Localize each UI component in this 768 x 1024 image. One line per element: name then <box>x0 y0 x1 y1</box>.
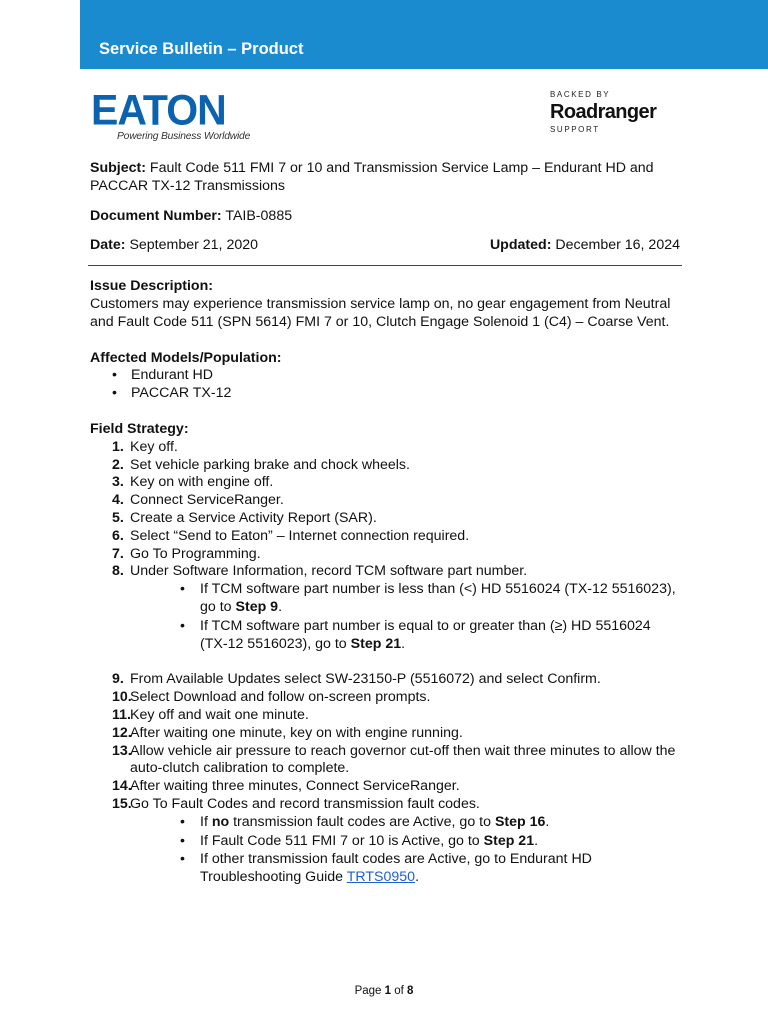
date-line <box>90 237 258 255</box>
step-number: 3. <box>112 474 124 491</box>
step-text: Key off. <box>130 438 178 455</box>
subject-line <box>90 160 680 196</box>
list-item: • Endurant HD <box>112 367 680 385</box>
docnum-label: Document Number: <box>90 207 222 224</box>
step-number: 4. <box>112 492 124 509</box>
roadranger-logo <box>550 90 680 135</box>
rr-name: Roadranger <box>550 101 657 123</box>
updated-line <box>490 237 680 255</box>
step-number: 8. <box>112 563 124 580</box>
step-item <box>90 474 680 492</box>
subject-label: Subject: <box>90 160 146 176</box>
step-item <box>90 796 680 887</box>
step-number: 2. <box>112 456 124 473</box>
updated-label: Updated: <box>489 237 552 254</box>
page-footer <box>0 984 768 998</box>
page-number: 1 <box>384 985 392 997</box>
step-number: 5. <box>112 509 124 526</box>
eaton-logo-tagline: Powering Business Worldwide <box>117 131 251 142</box>
page-label: Page <box>354 985 382 997</box>
step-number: 13. <box>112 742 132 759</box>
step-item <box>90 563 680 653</box>
eaton-logo-wordmark: EATON <box>91 85 226 135</box>
step-item <box>90 457 680 475</box>
step-item <box>90 671 680 689</box>
step-number: 9. <box>112 671 124 688</box>
step-text: Go To Programming. <box>130 545 261 562</box>
step-item <box>90 439 680 457</box>
step-number: 7. <box>112 545 124 562</box>
rr-support: SUPPORT <box>550 125 600 134</box>
issue-text: Customers may experience transmission service lamp on, no gear engagement from Neutral and Fault Code 511 (SPN 5614) FMI 7 or 10, Clutch Engage Solenoid 1 (C4) – Coarse Vent. <box>90 295 671 330</box>
docnum-value: TAIB-0885 <box>225 207 293 224</box>
header-banner <box>80 0 768 69</box>
step-text: Go To Fault Codes and record transmission fault codes. <box>130 795 480 812</box>
step-item <box>90 689 680 707</box>
step-text: Under Software Information, record TCM software part number. <box>130 563 528 580</box>
list-item: • If Fault Code 511 FMI 7 or 10 is Active, go to Step 21. <box>180 833 680 851</box>
issue-heading: Issue Description: <box>90 278 213 295</box>
date-value: September 21, 2020 <box>129 237 259 254</box>
step-text: Set vehicle parking brake and chock wheels. <box>130 456 410 473</box>
date-row <box>90 237 680 255</box>
step-item <box>90 492 680 510</box>
step-number: 1. <box>112 438 124 455</box>
step-item <box>90 546 680 564</box>
page-total: 8 <box>407 985 414 997</box>
step-number: 12. <box>112 724 132 741</box>
list-item: • If other transmission fault codes are Active, go to Endurant HD Troubleshooting Guide TRTS0950. <box>180 851 680 887</box>
header-divider <box>88 265 682 266</box>
document-body <box>90 160 680 887</box>
affected-list <box>90 367 680 403</box>
step-item <box>90 707 680 725</box>
eaton-logo <box>91 85 251 147</box>
affected-heading: Affected Models/Population: <box>90 349 282 366</box>
step-item <box>90 778 680 796</box>
page-of: of <box>394 985 404 997</box>
step-item <box>90 528 680 546</box>
step-text: Key off and wait one minute. <box>130 706 309 723</box>
step-text: Select Download and follow on-screen prompts. <box>130 689 431 706</box>
step-number: 11. <box>112 706 131 723</box>
step-item <box>90 743 680 779</box>
step-item <box>90 725 680 743</box>
updated-value: December 16, 2024 <box>555 237 680 254</box>
step-number: 10. <box>112 689 132 706</box>
step-text: Select “Send to Eaton” – Internet connection required. <box>130 527 470 544</box>
list-item: • If TCM software part number is less than (<) HD 5516024 (TX-12 5516023), go to Step 9. <box>180 581 680 617</box>
list-item: • PACCAR TX-12 <box>112 385 680 403</box>
rr-backed-by: BACKED BY <box>550 90 611 99</box>
document-number-line <box>90 208 680 226</box>
list-item: • If TCM software part number is equal to or greater than (≥) HD 5516024 (TX-12 5516023), go to Step 21. <box>180 618 680 654</box>
step-text: Key on with engine off. <box>130 474 274 491</box>
step-text: After waiting one minute, key on with engine running. <box>130 724 463 741</box>
step-text: After waiting three minutes, Connect ServiceRanger. <box>130 778 460 795</box>
step-text: Allow vehicle air pressure to reach governor cut-off then wait three minutes to allow the auto-clutch calibration to complete. <box>130 742 676 777</box>
strategy-steps-continued <box>90 671 680 887</box>
date-label: Date: <box>90 237 126 254</box>
strategy-steps <box>90 439 680 654</box>
strategy-heading: Field Strategy: <box>90 420 189 437</box>
step-8-sublist <box>130 581 680 653</box>
step-number: 6. <box>112 527 124 544</box>
step-text: From Available Updates select SW-23150-P (5516072) and select Confirm. <box>130 671 601 688</box>
list-item: • If no transmission fault codes are Active, go to Step 16. <box>180 814 680 832</box>
banner-title: Service Bulletin – Product <box>99 40 304 58</box>
step-15-sublist <box>130 814 680 887</box>
step-item <box>90 510 680 528</box>
trts0950-link[interactable]: TRTS0950 <box>346 869 416 886</box>
subject-value: Fault Code 511 FMI 7 or 10 and Transmission Service Lamp – Endurant HD and PACCAR TX-12 Transmissions <box>90 160 654 194</box>
step-text: Connect ServiceRanger. <box>130 492 284 509</box>
step-text: Create a Service Activity Report (SAR). <box>130 509 377 526</box>
step-number: 15. <box>112 795 132 812</box>
step-number: 14. <box>112 778 132 795</box>
